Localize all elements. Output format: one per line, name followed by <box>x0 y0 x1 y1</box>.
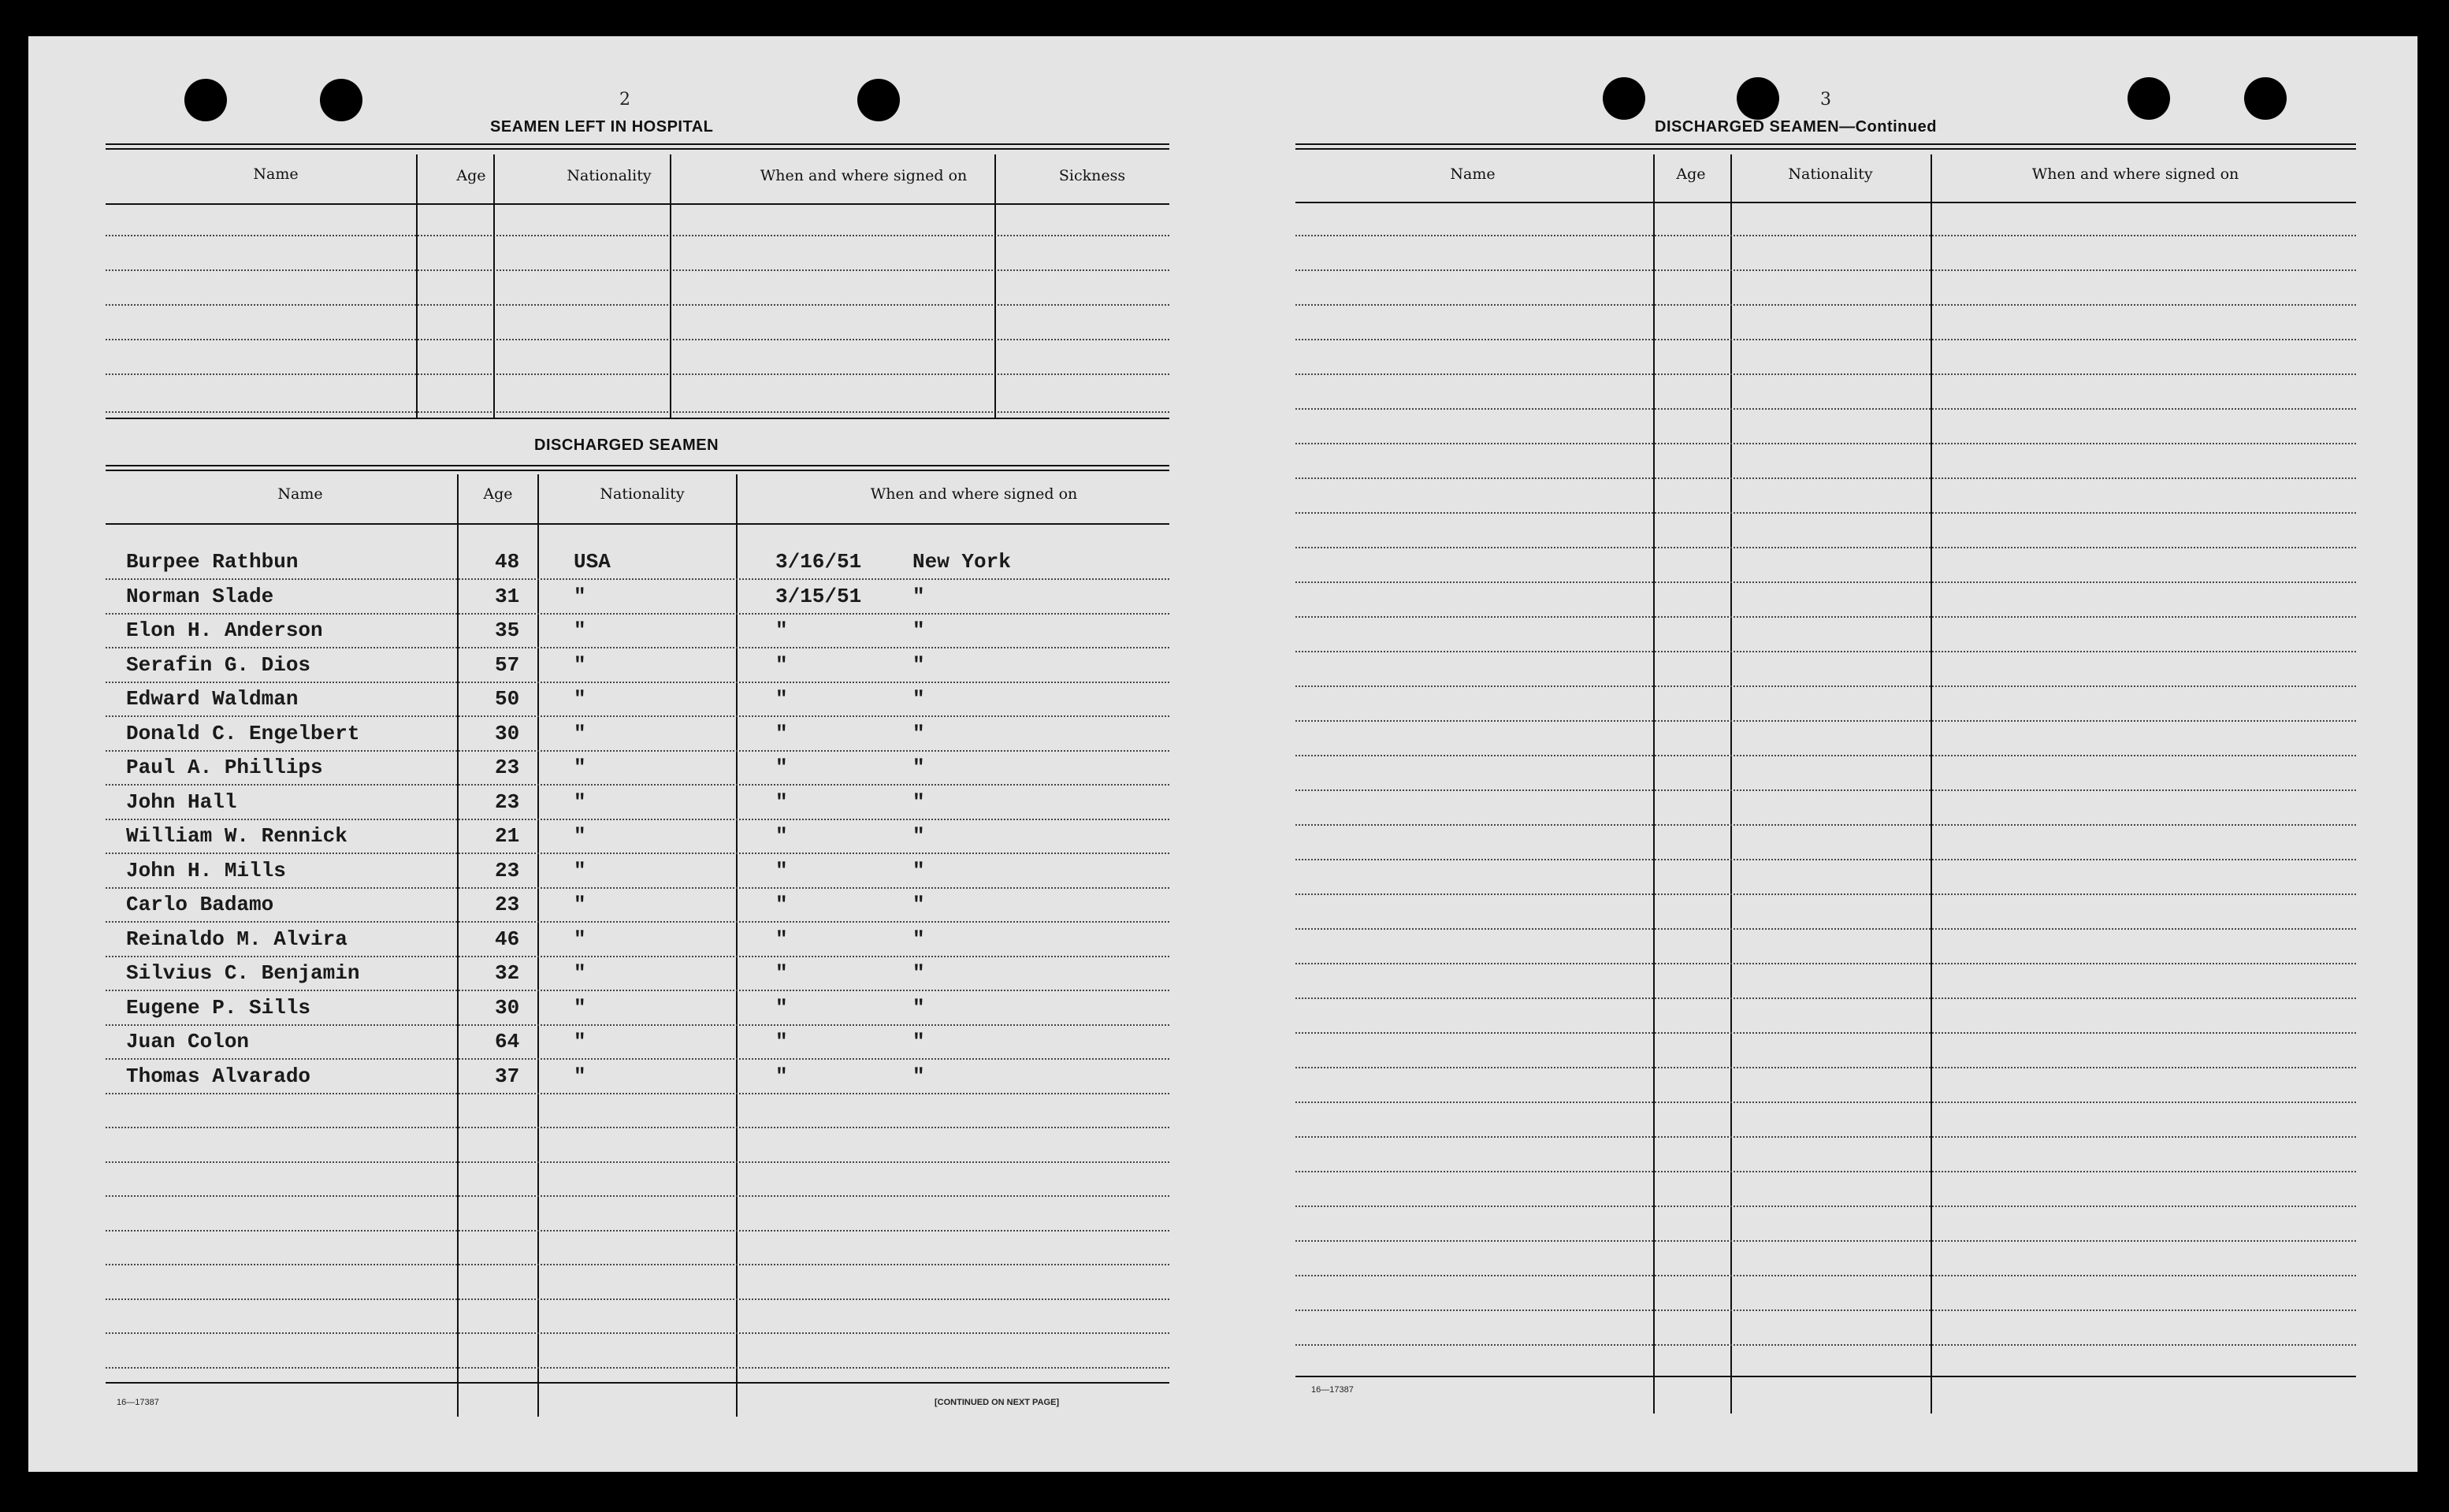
seaman-signed-on-date: " <box>775 1064 788 1088</box>
seaman-age: 30 <box>495 996 520 1020</box>
seaman-age: 23 <box>495 893 520 916</box>
seaman-signed-on-date: " <box>775 722 788 745</box>
seaman-age: 23 <box>495 756 520 779</box>
seaman-age: 31 <box>495 585 520 608</box>
punch-hole <box>1603 77 1645 120</box>
seaman-signed-on-place: " <box>912 893 925 916</box>
seaman-name: Donald C. Engelbert <box>126 722 360 745</box>
seaman-signed-on-date: " <box>775 859 788 882</box>
seaman-age: 23 <box>495 790 520 814</box>
punch-hole <box>2128 77 2170 120</box>
seaman-nationality: " <box>574 893 586 916</box>
seaman-signed-on-date: " <box>775 619 788 642</box>
col-header-nationality: Nationality <box>1788 165 1873 183</box>
seaman-signed-on-place: " <box>912 859 925 882</box>
seaman-nationality: " <box>574 1030 586 1053</box>
col-header-name: Name <box>1450 165 1496 183</box>
page-number: 2 <box>619 90 630 110</box>
seaman-nationality: " <box>574 859 586 882</box>
seaman-nationality: " <box>574 824 586 848</box>
seaman-name: Norman Slade <box>126 585 274 608</box>
col-header-age: Age <box>1676 165 1706 183</box>
page-number: 3 <box>1820 90 1831 110</box>
seaman-nationality: USA <box>574 550 611 574</box>
seaman-nationality: " <box>574 687 586 711</box>
seaman-signed-on-date: " <box>775 1030 788 1053</box>
seaman-age: 30 <box>495 722 520 745</box>
col-header-sickness: Sickness <box>1058 167 1126 184</box>
seaman-age: 32 <box>495 961 520 985</box>
punch-hole <box>857 79 900 121</box>
seaman-nationality: " <box>574 619 586 642</box>
seaman-name: Silvius C. Benjamin <box>126 961 360 985</box>
seaman-signed-on-date: " <box>775 824 788 848</box>
seaman-nationality: " <box>574 585 586 608</box>
seaman-name: John Hall <box>126 790 237 814</box>
seaman-signed-on-date: " <box>775 927 788 951</box>
right-page-title: DISCHARGED SEAMEN—Continued <box>1655 118 1937 136</box>
seaman-signed-on-date: " <box>775 756 788 779</box>
seaman-signed-on-date: " <box>775 687 788 711</box>
seaman-signed-on-place: " <box>912 653 925 677</box>
form-number: 16—17387 <box>117 1398 159 1407</box>
seaman-name: Eugene P. Sills <box>126 996 311 1020</box>
punch-hole <box>320 79 362 121</box>
seaman-signed-on-place: " <box>912 1030 925 1053</box>
col-header-name: Name <box>253 165 299 183</box>
form-number: 16—17387 <box>1311 1385 1354 1395</box>
seaman-age: 21 <box>495 824 520 848</box>
seaman-name: Carlo Badamo <box>126 893 274 916</box>
seaman-signed-on-place: " <box>912 619 925 642</box>
seaman-age: 57 <box>495 653 520 677</box>
seaman-nationality: " <box>574 961 586 985</box>
discharged-section-title: DISCHARGED SEAMEN <box>534 437 719 454</box>
seaman-signed-on-place: " <box>912 824 925 848</box>
seaman-age: 23 <box>495 859 520 882</box>
seaman-name: Juan Colon <box>126 1030 250 1053</box>
seaman-signed-on-place: " <box>912 722 925 745</box>
col-header-nationality: Nationality <box>567 167 652 184</box>
punch-hole <box>1737 77 1779 120</box>
seaman-signed-on-date: 3/15/51 <box>775 585 862 608</box>
seaman-signed-on-place: " <box>912 1064 925 1088</box>
document-sheet <box>28 36 2417 1472</box>
seaman-age: 35 <box>495 619 520 642</box>
col-header-nationality: Nationality <box>600 485 685 503</box>
seaman-signed-on-place: " <box>912 996 925 1020</box>
seaman-signed-on-date: " <box>775 790 788 814</box>
hospital-section-title: SEAMEN LEFT IN HOSPITAL <box>490 118 714 136</box>
seaman-nationality: " <box>574 722 586 745</box>
punch-hole <box>184 79 227 121</box>
seaman-signed-on-place: " <box>912 687 925 711</box>
seaman-age: 64 <box>495 1030 520 1053</box>
seaman-name: William W. Rennick <box>126 824 347 848</box>
col-header-when-where: When and where signed on <box>2031 165 2239 183</box>
seaman-signed-on-place: New York <box>912 550 1011 574</box>
seaman-signed-on-place: " <box>912 585 925 608</box>
seaman-nationality: " <box>574 996 586 1020</box>
seaman-signed-on-place: " <box>912 927 925 951</box>
seaman-signed-on-date: " <box>775 996 788 1020</box>
seaman-signed-on-date: " <box>775 653 788 677</box>
seaman-name: Elon H. Anderson <box>126 619 323 642</box>
seaman-nationality: " <box>574 653 586 677</box>
col-header-when-where: When and where signed on <box>760 167 968 184</box>
seaman-nationality: " <box>574 756 586 779</box>
seaman-nationality: " <box>574 1064 586 1088</box>
seaman-age: 37 <box>495 1064 520 1088</box>
seaman-age: 48 <box>495 550 520 574</box>
seaman-name: Paul A. Phillips <box>126 756 323 779</box>
seaman-nationality: " <box>574 927 586 951</box>
punch-hole <box>2244 77 2287 120</box>
seaman-age: 50 <box>495 687 520 711</box>
seaman-signed-on-place: " <box>912 961 925 985</box>
seaman-age: 46 <box>495 927 520 951</box>
seaman-signed-on-date: 3/16/51 <box>775 550 862 574</box>
seaman-signed-on-place: " <box>912 756 925 779</box>
seaman-signed-on-date: " <box>775 893 788 916</box>
seaman-name: John H. Mills <box>126 859 286 882</box>
seaman-nationality: " <box>574 790 586 814</box>
seaman-name: Edward Waldman <box>126 687 299 711</box>
col-header-when-where: When and where signed on <box>870 485 1078 503</box>
col-header-name: Name <box>277 485 323 503</box>
seaman-name: Thomas Alvarado <box>126 1064 311 1088</box>
col-header-age: Age <box>483 485 513 503</box>
col-header-age: Age <box>456 167 486 184</box>
seaman-signed-on-place: " <box>912 790 925 814</box>
seaman-name: Burpee Rathbun <box>126 550 299 574</box>
seaman-name: Serafin G. Dios <box>126 653 311 677</box>
continued-note: [CONTINUED ON NEXT PAGE] <box>935 1398 1060 1407</box>
seaman-signed-on-date: " <box>775 961 788 985</box>
seaman-name: Reinaldo M. Alvira <box>126 927 347 951</box>
